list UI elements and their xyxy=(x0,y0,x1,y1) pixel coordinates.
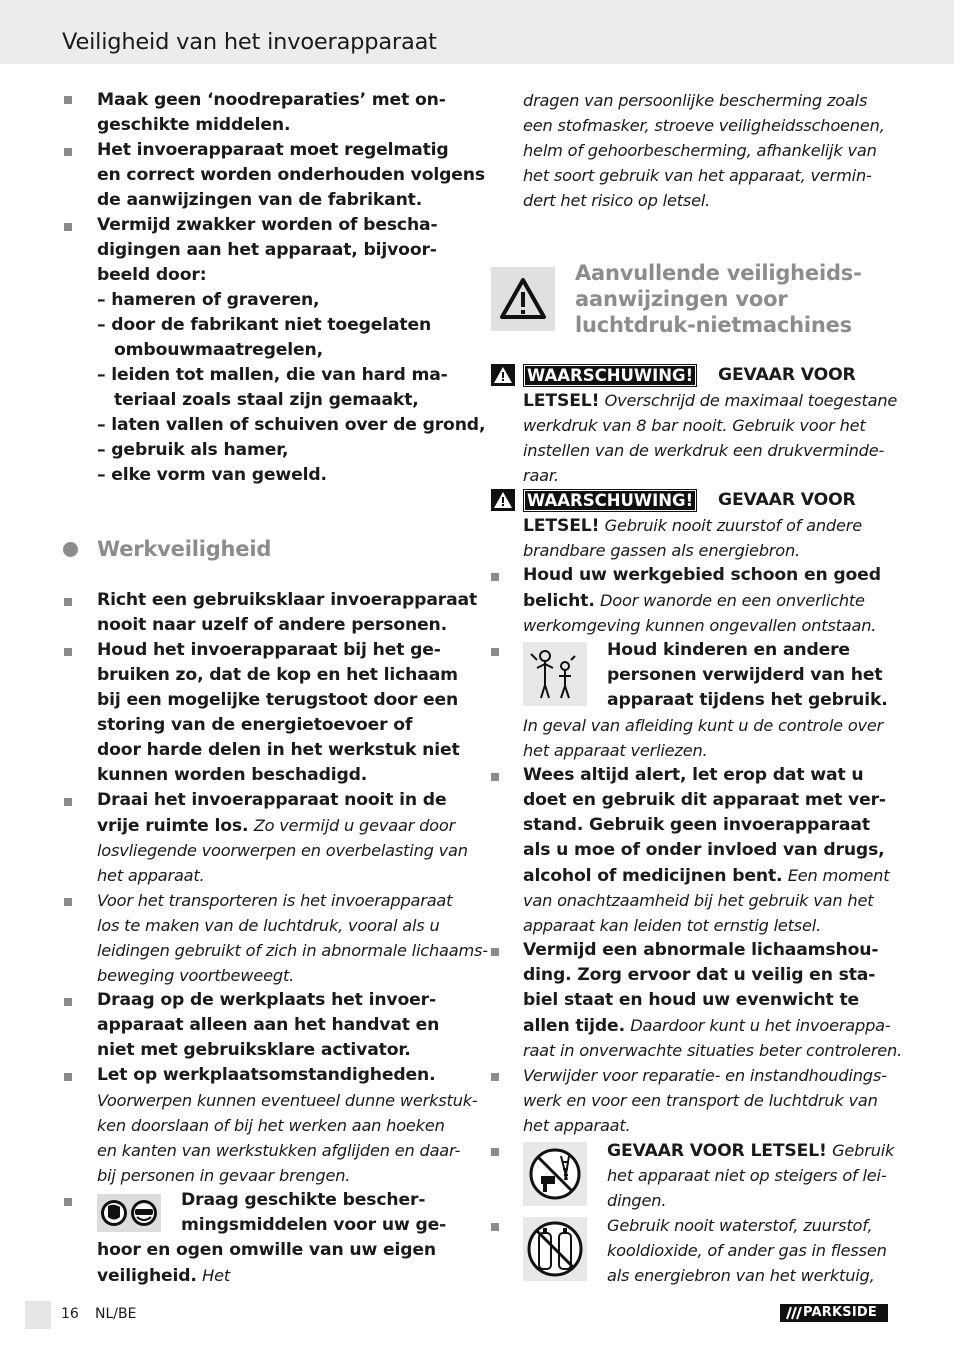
bullet-icon xyxy=(491,1223,499,1231)
text-line: stand. Gebruik geen invoerapparaat xyxy=(523,815,870,835)
text-line: GEVAAR VOOR xyxy=(718,490,856,510)
text-line: In geval van afleiding kunt u de controle over xyxy=(523,716,884,735)
text-line xyxy=(523,388,897,414)
text-line xyxy=(607,1138,894,1164)
bullet-icon xyxy=(491,648,499,656)
text-line: – leiden tot mallen, die van hard ma- xyxy=(97,365,448,385)
section-heading: aanwijzingen voor xyxy=(575,287,788,311)
bold-run: alcohol of medicijnen bent. xyxy=(523,866,783,886)
bullet-icon xyxy=(64,598,72,606)
text-line: bij personen in gevaar brengen. xyxy=(97,1166,351,1185)
text-line: leidingen gebruikt of zich in abnormale lichaams- xyxy=(97,941,488,960)
text-line: – door de fabrikant niet toegelaten xyxy=(97,315,432,335)
text-line: storing van de energietoevoer of xyxy=(97,715,413,735)
bullet-icon xyxy=(491,1148,499,1156)
text-line: beweging voortbeweegt. xyxy=(97,966,295,985)
text-line: – gebruik als hamer, xyxy=(97,440,289,460)
bullet-icon xyxy=(491,948,499,956)
bold-run: allen tijde. xyxy=(523,1016,625,1036)
text-line: het apparaat. xyxy=(523,1116,631,1135)
text-line: – elke vorm van geweld. xyxy=(97,465,327,485)
page-number-box xyxy=(25,1301,51,1329)
italic-run: Door wanorde en een onverlichte xyxy=(600,591,865,610)
text-line: beeld door: xyxy=(97,265,207,285)
bullet-icon xyxy=(64,898,72,906)
text-line: helm of gehoorbescherming, afhankelijk van xyxy=(523,141,877,160)
warning-triangle-icon xyxy=(491,364,515,386)
text-line: Maak geen ‘noodreparaties’ met on- xyxy=(97,90,446,110)
text-line: werk en voor een transport de luchtdruk van xyxy=(523,1091,878,1110)
bold-run: LETSEL! xyxy=(523,391,600,411)
text-line: en correct worden onderhouden volgens xyxy=(97,165,485,185)
text-line: losvliegende voorwerpen en overbelasting van xyxy=(97,841,468,860)
text-line: Houd kinderen en andere xyxy=(607,640,850,660)
text-line: werkdruk van 8 bar nooit. Gebruik voor het xyxy=(523,416,866,435)
text-line xyxy=(523,863,889,889)
page-title: Veiligheid van het invoerapparaat xyxy=(62,29,437,55)
italic-run: Het xyxy=(202,1266,231,1285)
bold-run: GEVAAR VOOR LETSEL! xyxy=(607,1141,827,1161)
text-line: bruiken zo, dat de kop en het lichaam xyxy=(97,665,458,685)
text-line: ding. Zorg ervoor dat u veilig en sta- xyxy=(523,965,876,985)
text-line: ombouwmaatregelen, xyxy=(114,340,323,360)
text-line: als u moe of onder invloed van drugs, xyxy=(523,840,885,860)
bullet-icon xyxy=(491,773,499,781)
warning-triangle-icon xyxy=(491,489,515,511)
text-line: digingen aan het apparaat, bijvoor- xyxy=(97,240,437,260)
text-line: Draag op de werkplaats het invoer- xyxy=(97,990,436,1010)
warning-badge: WAARSCHUWING! xyxy=(523,364,697,387)
text-line: kooldioxide, of ander gas in flessen xyxy=(607,1241,887,1260)
text-line: los te maken van de luchtdruk, vooral als u xyxy=(97,916,440,935)
text-line: doet en gebruik dit apparaat met ver- xyxy=(523,790,886,810)
text-line: personen verwijderd van het xyxy=(607,665,883,685)
bullet-icon xyxy=(64,148,72,156)
ear-eye-protection-icon xyxy=(97,1194,161,1232)
text-line: teriaal zoals staal zijn gemaakt, xyxy=(114,390,419,410)
bullet-icon xyxy=(491,573,499,581)
text-line xyxy=(523,588,865,614)
no-scaffold-icon xyxy=(523,1142,587,1206)
italic-run: Overschrijd de maximaal toegestane xyxy=(604,391,898,410)
text-line: GEVAAR VOOR xyxy=(718,365,856,385)
text-line: de aanwijzingen van de fabrikant. xyxy=(97,190,423,210)
text-line: geschikte middelen. xyxy=(97,115,291,135)
page-number: 16 xyxy=(61,1306,79,1322)
text-line: door harde delen in het werkstuk niet xyxy=(97,740,460,760)
text-line: Vermijd een abnormale lichaamshou- xyxy=(523,940,879,960)
bold-run: vrije ruimte los. xyxy=(97,816,249,836)
warning-badge: WAARSCHUWING! xyxy=(523,489,697,512)
text-line: Wees altijd alert, let erop dat wat u xyxy=(523,765,864,785)
bold-run: belicht. xyxy=(523,591,595,611)
text-line: Houd uw werkgebied schoon en goed xyxy=(523,565,881,585)
bullet-icon xyxy=(64,1198,72,1206)
brand-name: PARKSIDE xyxy=(803,1305,877,1320)
text-line: van onachtzaamheid bij het gebruik van het xyxy=(523,891,874,910)
brand-stripes-icon xyxy=(784,1304,802,1322)
bullet-icon xyxy=(64,798,72,806)
text-line: biel staat en houd uw evenwicht te xyxy=(523,990,860,1010)
text-line: apparaat kan leiden tot ernstig letsel. xyxy=(523,916,822,935)
section-bullet-icon xyxy=(63,542,78,557)
bullet-icon xyxy=(64,998,72,1006)
text-line: Houd het invoerapparaat bij het ge- xyxy=(97,640,441,660)
italic-run: Gebruik nooit zuurstof of andere xyxy=(604,516,862,535)
text-line: Draag geschikte bescher- xyxy=(181,1190,426,1210)
italic-run: Gebruik xyxy=(832,1141,895,1160)
text-line: werkomgeving kunnen ongevallen ontstaan. xyxy=(523,616,877,635)
text-line: Verwijder voor reparatie- en instandhoudings- xyxy=(523,1066,887,1085)
text-line xyxy=(97,813,455,839)
bullet-icon xyxy=(64,96,72,104)
text-line: raar. xyxy=(523,466,559,485)
text-line: ken doorslaan of bij het werken aan hoeken xyxy=(97,1116,445,1135)
text-line: mingsmiddelen voor uw ge- xyxy=(181,1215,447,1235)
section-heading: luchtdruk-nietmachines xyxy=(575,313,852,337)
warning-triangle-icon xyxy=(491,267,555,331)
section-heading: Aanvullende veiligheids- xyxy=(575,261,862,285)
text-line: Richt een gebruiksklaar invoerapparaat xyxy=(97,590,478,610)
language-code: NL/BE xyxy=(95,1306,137,1322)
text-line: Vermijd zwakker worden of bescha- xyxy=(97,215,438,235)
italic-run: Zo vermijd u gevaar door xyxy=(253,816,456,835)
text-line xyxy=(97,1263,230,1289)
bullet-icon xyxy=(491,1073,499,1081)
bullet-icon xyxy=(64,648,72,656)
text-line: Let op werkplaatsomstandigheden. xyxy=(97,1065,436,1085)
text-line: dert het risico op letsel. xyxy=(523,191,711,210)
text-line: dingen. xyxy=(607,1191,667,1210)
text-line: nooit naar uzelf of andere personen. xyxy=(97,615,447,635)
text-line: instellen van de werkdruk een drukverminde- xyxy=(523,441,885,460)
page-header xyxy=(0,0,954,64)
text-line: het apparaat niet op steigers of lei- xyxy=(607,1166,887,1185)
text-line: Voorwerpen kunnen eventueel dunne werkstuk- xyxy=(97,1091,478,1110)
text-line: dragen van persoonlijke bescherming zoals xyxy=(523,91,868,110)
text-line: bij een mogelijke terugstoot door een xyxy=(97,690,459,710)
text-line: brandbare gassen als energiebron. xyxy=(523,541,800,560)
text-line: het soort gebruik van het apparaat, vermin- xyxy=(523,166,872,185)
italic-run: Een moment xyxy=(787,866,890,885)
text-line: het apparaat. xyxy=(97,866,205,885)
text-line xyxy=(523,1013,891,1039)
text-line: niet met gebruiksklare activator. xyxy=(97,1040,411,1060)
section-title: Werkveiligheid xyxy=(97,537,272,561)
text-line: apparaat tijdens het gebruik. xyxy=(607,690,888,710)
text-line: Gebruik nooit waterstof, zuurstof, xyxy=(607,1216,873,1235)
text-line: – laten vallen of schuiven over de grond, xyxy=(97,415,486,435)
children-away-icon xyxy=(523,642,587,706)
bold-run: LETSEL! xyxy=(523,516,600,536)
text-line: apparaat alleen aan het handvat en xyxy=(97,1015,440,1035)
text-line: – hameren of graveren, xyxy=(97,290,320,310)
text-line: hoor en ogen omwille van uw eigen xyxy=(97,1240,437,1260)
text-line xyxy=(523,513,862,539)
text-line: Het invoerapparaat moet regelmatig xyxy=(97,140,449,160)
no-gas-bottles-icon xyxy=(523,1217,587,1281)
text-line: het apparaat verliezen. xyxy=(523,741,708,760)
text-line: en kanten van werkstukken afglijden en daar- xyxy=(97,1141,461,1160)
text-line: kunnen worden beschadigd. xyxy=(97,765,368,785)
italic-run: Daardoor kunt u het invoerappa- xyxy=(630,1016,891,1035)
text-line: Draai het invoerapparaat nooit in de xyxy=(97,790,447,810)
bullet-icon xyxy=(64,223,72,231)
text-line: raat in onverwachte situaties beter controleren. xyxy=(523,1041,903,1060)
text-line: als energiebron van het werktuig, xyxy=(607,1266,875,1285)
text-line: een stofmasker, stroeve veiligheidsschoenen, xyxy=(523,116,885,135)
bold-run: veiligheid. xyxy=(97,1266,197,1286)
bullet-icon xyxy=(64,1073,72,1081)
text-line: Voor het transporteren is het invoerapparaat xyxy=(97,891,453,910)
